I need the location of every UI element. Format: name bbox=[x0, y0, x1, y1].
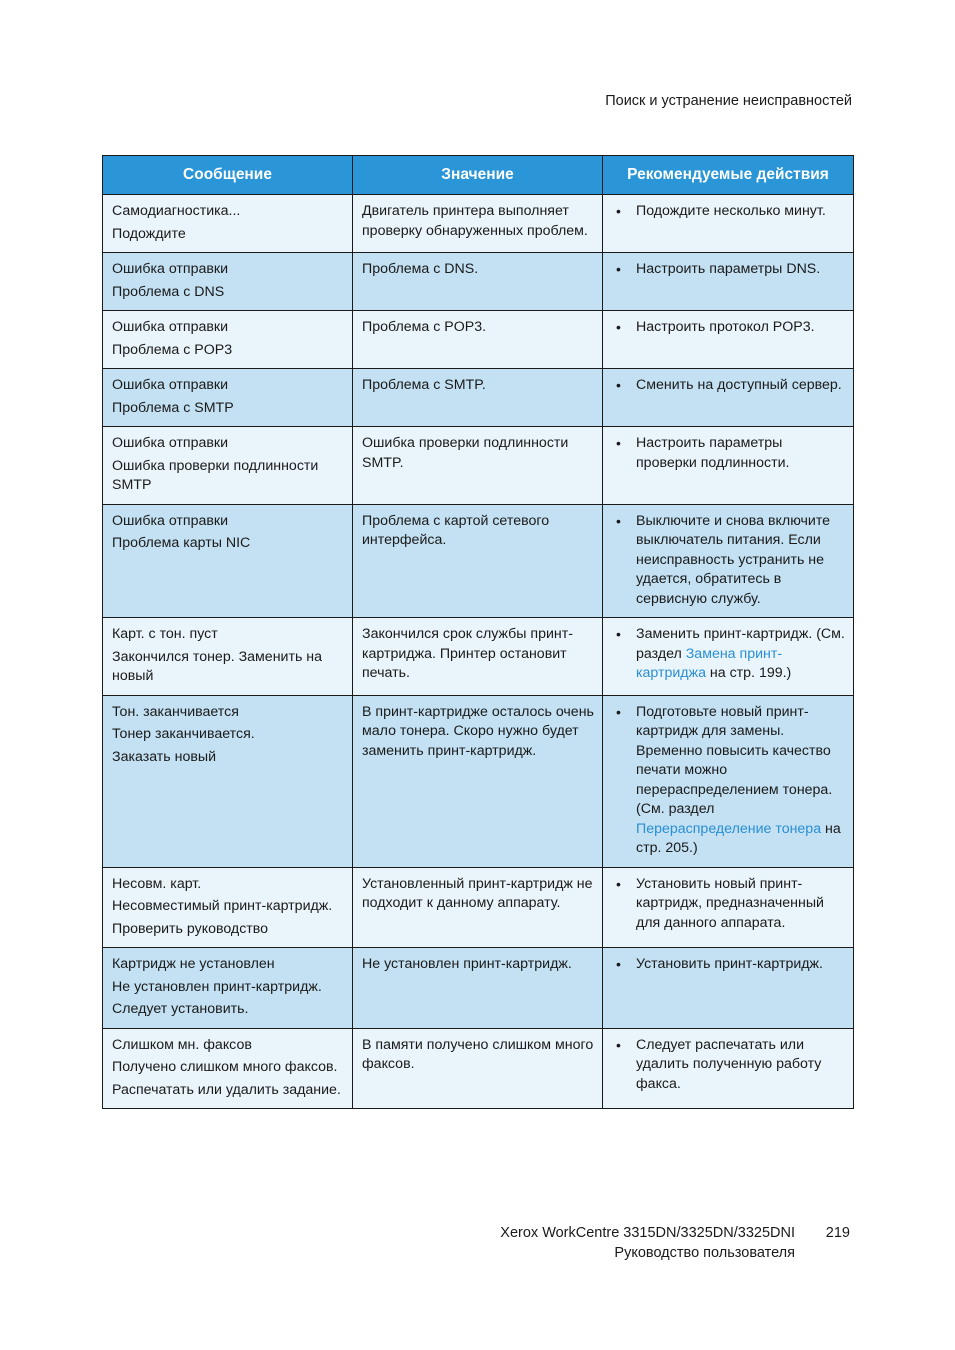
action-text: Настроить протокол POP3. bbox=[636, 319, 815, 335]
table-row bbox=[103, 1028, 854, 1109]
action-cell bbox=[603, 195, 854, 253]
action-list bbox=[612, 318, 845, 338]
action-list bbox=[612, 875, 845, 934]
message-line: Ошибка отправки bbox=[112, 435, 229, 451]
footer-guide-title: Руководство пользователя bbox=[614, 1245, 795, 1261]
message-cell bbox=[103, 369, 353, 427]
message-line: Проблема карты NIC bbox=[112, 535, 251, 551]
action-text: Установить новый принт-картридж, предназначенный для данного аппарата. bbox=[636, 875, 824, 931]
meaning-cell bbox=[353, 504, 603, 618]
meaning-text: Установленный принт-картридж не подходит к данному аппарату. bbox=[362, 875, 593, 911]
message-cell bbox=[103, 504, 353, 618]
action-cell bbox=[603, 948, 854, 1029]
message-line: Проверить руководство bbox=[112, 920, 269, 937]
message-line: Проблема с DNS bbox=[112, 283, 225, 300]
table-row bbox=[103, 253, 854, 311]
action-item bbox=[636, 875, 845, 934]
action-cell bbox=[603, 311, 854, 369]
action-item bbox=[636, 512, 845, 610]
messages-table-container bbox=[102, 155, 853, 1109]
meaning-text: В памяти получено слишком много факсов. bbox=[362, 1036, 594, 1072]
meaning-text: Проблема с SMTP. bbox=[362, 377, 486, 393]
message-line: Тон. заканчивается bbox=[112, 703, 239, 720]
action-text-suffix: на стр. 199.) bbox=[705, 665, 792, 681]
meaning-text: Не установлен принт-картридж. bbox=[362, 956, 572, 972]
table-row bbox=[103, 948, 854, 1029]
action-list bbox=[612, 955, 845, 975]
meaning-text: Ошибка проверки подлинности SMTP. bbox=[362, 435, 569, 471]
message-line: Ошибка отправки bbox=[112, 377, 229, 393]
meaning-cell bbox=[353, 195, 603, 253]
action-cell bbox=[603, 504, 854, 618]
meaning-cell bbox=[353, 427, 603, 505]
meaning-text: Проблема с POP3. bbox=[362, 319, 487, 335]
action-list bbox=[612, 434, 845, 473]
action-text: Заменить принт-картридж. (См. раздел bbox=[636, 626, 845, 662]
action-list bbox=[612, 260, 845, 280]
table-row bbox=[103, 195, 854, 253]
message-line: Проблема с POP3 bbox=[112, 341, 233, 358]
table-body bbox=[103, 195, 854, 1109]
message-line: Распечатать или удалить задание. bbox=[112, 1081, 341, 1098]
action-cell bbox=[603, 253, 854, 311]
action-cell bbox=[603, 1028, 854, 1109]
message-line: Закончился тонер. Заменить на новый bbox=[112, 648, 323, 684]
action-cell bbox=[603, 695, 854, 867]
action-text: Подготовьте новый принт-картридж для замены. Временно повысить качество печати можно перераспределением тонера. (См. раздел bbox=[636, 703, 833, 817]
table-row bbox=[103, 695, 854, 867]
message-cell bbox=[103, 867, 353, 948]
message-line: Тонер заканчивается. bbox=[112, 726, 255, 742]
meaning-text: Проблема с картой сетевого интерфейса. bbox=[362, 512, 550, 548]
action-text: Настроить параметры проверки подлинности. bbox=[636, 435, 790, 471]
message-line: Самодиагностика... bbox=[112, 203, 241, 219]
action-cell bbox=[603, 867, 854, 948]
meaning-text: Закончился срок службы принт-картриджа. Принтер остановит печать. bbox=[362, 626, 573, 681]
message-line: Ошибка проверки подлинности SMTP bbox=[112, 457, 319, 493]
meaning-text: Двигатель принтера выполняет проверку обнаруженных проблем. bbox=[362, 203, 588, 239]
message-cell bbox=[103, 948, 353, 1029]
message-line: Проблема с SMTP bbox=[112, 399, 234, 416]
action-list bbox=[612, 202, 845, 222]
action-item bbox=[636, 202, 845, 222]
action-item bbox=[636, 1036, 845, 1095]
action-item bbox=[636, 376, 845, 396]
message-cell bbox=[103, 1028, 353, 1109]
action-cell bbox=[603, 618, 854, 696]
table-row bbox=[103, 369, 854, 427]
table-row bbox=[103, 504, 854, 618]
message-line: Не установлен принт-картридж. bbox=[112, 978, 322, 995]
action-list bbox=[612, 1036, 845, 1095]
message-line: Ошибка отправки bbox=[112, 319, 229, 335]
action-list bbox=[612, 703, 845, 859]
table-row bbox=[103, 427, 854, 505]
meaning-cell bbox=[353, 369, 603, 427]
running-header-title: Поиск и устранение неисправностей bbox=[605, 93, 852, 109]
messages-table bbox=[102, 155, 854, 1109]
meaning-text: В принт-картридже осталось очень мало тонера. Скоро нужно будет заменить принт-картридж. bbox=[362, 703, 594, 759]
action-item bbox=[636, 434, 845, 473]
message-line: Несовместимый принт-картридж. bbox=[112, 898, 333, 914]
message-line: Карт. с тон. пуст bbox=[112, 626, 218, 642]
meaning-text: Проблема с DNS. bbox=[362, 261, 479, 277]
cross-reference-link[interactable]: Перераспределение тонера bbox=[636, 820, 822, 837]
action-cell bbox=[603, 369, 854, 427]
message-line: Получено слишком много факсов. bbox=[112, 1059, 338, 1075]
column-header-meaning: Значение bbox=[353, 156, 603, 195]
action-item bbox=[636, 625, 845, 684]
message-line: Ошибка отправки bbox=[112, 512, 229, 529]
action-list bbox=[612, 625, 845, 684]
message-line: Слишком мн. факсов bbox=[112, 1036, 252, 1053]
meaning-cell bbox=[353, 695, 603, 867]
action-item bbox=[636, 955, 845, 975]
action-text-suffix: на стр. 205.) bbox=[636, 820, 841, 856]
action-cell bbox=[603, 427, 854, 505]
action-list bbox=[612, 512, 845, 610]
message-line: Несовм. карт. bbox=[112, 875, 202, 892]
action-item bbox=[636, 703, 845, 859]
column-header-actions: Рекомендуемые действия bbox=[603, 156, 854, 195]
meaning-cell bbox=[353, 948, 603, 1029]
message-cell bbox=[103, 695, 353, 867]
message-line: Подождите bbox=[112, 225, 186, 242]
action-text: Настроить параметры DNS. bbox=[636, 261, 821, 277]
meaning-cell bbox=[353, 253, 603, 311]
action-text: Выключите и снова включите выключатель питания. Если неисправность устранить не удается, обратитесь в сервисную службу. bbox=[636, 512, 831, 607]
action-text: Следует распечатать или удалить полученную работу факса. bbox=[636, 1036, 822, 1092]
message-line: Следует установить. bbox=[112, 1001, 249, 1017]
action-text: Подождите несколько минут. bbox=[636, 203, 826, 219]
action-item bbox=[636, 318, 845, 338]
action-list bbox=[612, 376, 845, 396]
message-cell bbox=[103, 427, 353, 505]
column-header-message: Сообщение bbox=[103, 156, 353, 195]
meaning-cell bbox=[353, 1028, 603, 1109]
message-line: Картридж не установлен bbox=[112, 956, 275, 972]
action-text: Установить принт-картридж. bbox=[636, 956, 823, 972]
meaning-cell bbox=[353, 618, 603, 696]
message-cell bbox=[103, 195, 353, 253]
message-cell bbox=[103, 618, 353, 696]
table-row bbox=[103, 618, 854, 696]
action-text: Сменить на доступный сервер. bbox=[636, 377, 842, 393]
message-line: Заказать новый bbox=[112, 748, 217, 765]
action-item bbox=[636, 260, 845, 280]
meaning-cell bbox=[353, 311, 603, 369]
cross-reference-link[interactable]: Замена принт-картриджа bbox=[636, 645, 783, 681]
meaning-cell bbox=[353, 867, 603, 948]
table-header-row bbox=[103, 156, 854, 195]
footer-page-number: 219 bbox=[825, 1225, 850, 1241]
table-row bbox=[103, 867, 854, 948]
message-cell bbox=[103, 311, 353, 369]
message-line: Ошибка отправки bbox=[112, 261, 229, 277]
message-cell bbox=[103, 253, 353, 311]
footer-model: Xerox WorkCentre 3315DN/3325DN/3325DNI bbox=[500, 1225, 795, 1241]
table-row bbox=[103, 311, 854, 369]
